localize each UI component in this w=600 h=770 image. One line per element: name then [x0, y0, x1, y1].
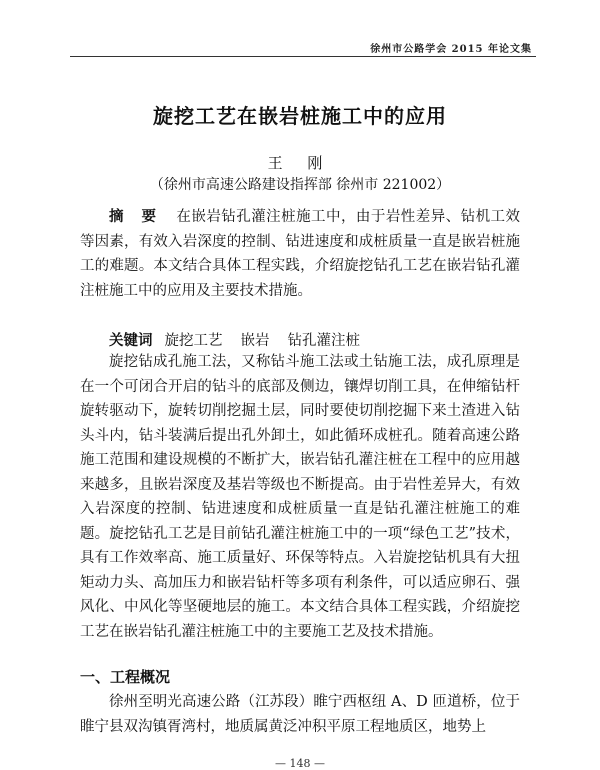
- keyword-item: 旋挖工艺: [164, 333, 223, 349]
- body-paragraph: 旋挖钻成孔施工法，又称钻斗施工法或土钻施工法，成孔原理是在一个可闭合开启的钻斗的底部及侧边，镶焊切削工具，在伸缩钻杆旋转驱动下，旋转切削挖掘土层，同时要使切削挖掘下来土渣进入钻头斗内，钻斗装满后提出孔外卸土，如此循环成桩孔。随着高速公路施工范围和建设规模的不断扩大，嵌岩钻孔灌注桩在工程中的应用越来越多，且嵌岩深度及基岩等级也不断提高。由于岩性差异大，有效入岩深度的控制、钻进速度和成桩质量一直是钻孔灌注桩施工的难题。旋挖钻孔工艺是目前钻孔灌注桩施工中的一项“绿色工艺”技术，具有工作效率高、施工质量好、环保等特点。入岩旋挖钻机具有大扭矩动力头、高加压力和嵌岩钻杆等多项有利条件，可以适应卵石、强风化、中风化等坚硬地层的施工。本文结合具体工程实践，介绍旋挖工艺在嵌岩钻孔灌注桩施工中的主要施工艺及技术措施。: [80, 354, 520, 640]
- running-header: 徐州市公路学会 2015 年论文集: [370, 44, 532, 55]
- header-rule: [70, 56, 536, 57]
- author-affiliation: （徐州市高速公路建设指挥部 徐州市 221002）: [149, 177, 451, 193]
- keywords-label: 关键词: [109, 333, 153, 349]
- abstract-label: 摘 要: [109, 209, 163, 225]
- abstract-text: 在嵌岩钻孔灌注桩施工中，由于岩性差异、钻机工效等因素，有效入岩深度的控制、钻进速度和成桩质量一直是嵌岩桩施工的难题。本文结合具体工程实践，介绍旋挖钻孔工艺在嵌岩钻孔灌注桩施工中的应用及主要技术措施。: [80, 209, 520, 299]
- section-heading: 一、工程概况: [80, 668, 171, 686]
- section-paragraph: 徐州至明光高速公路（江苏段）睢宁西枢纽 A、D 匝道桥，位于睢宁县双沟镇胥湾村，地质属黄泛冲积平原工程地质区，地势上: [80, 694, 520, 735]
- keyword-item: 钻孔灌注桩: [287, 333, 360, 349]
- paper-title: 旋挖工艺在嵌岩桩施工中的应用: [153, 104, 447, 128]
- keyword-item: 嵌岩: [240, 333, 270, 349]
- abstract: [80, 205, 520, 303]
- page-number: — 148 —: [275, 757, 325, 770]
- author-name: 王 刚: [267, 154, 333, 172]
